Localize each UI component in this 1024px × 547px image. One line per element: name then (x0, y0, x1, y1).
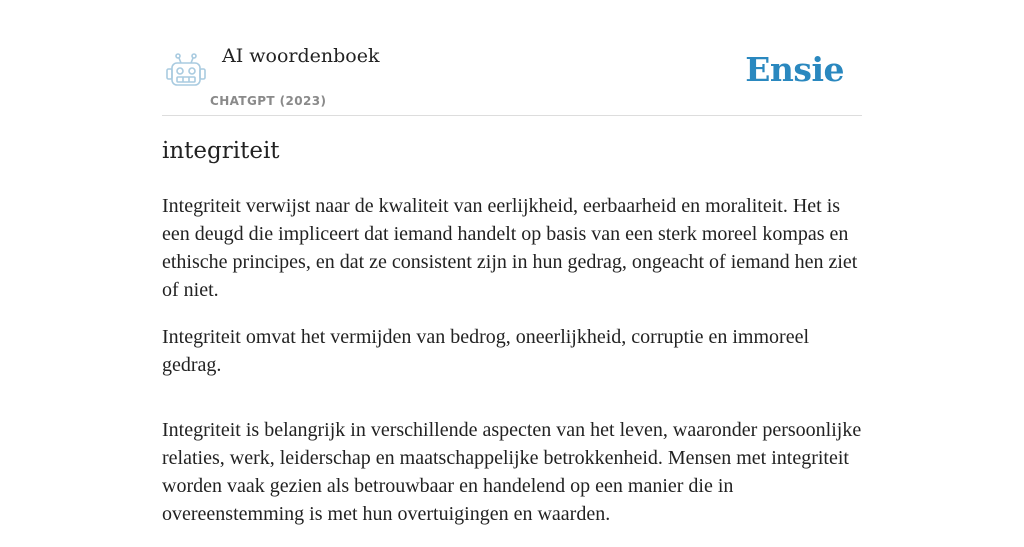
entry-paragraph: Integriteit verwijst naar de kwaliteit van eerlijkheid, eerbaarheid en moraliteit. Het is een deugd die impliceert dat iemand handelt op basis van een sterk moreel kompas en ethische principes, en dat ze consistent zijn in hun gedrag, ongeacht of iemand hen ziet of niet. (162, 195, 858, 301)
entry-body (162, 192, 862, 547)
entry-paragraph: Integriteit is belangrijk in verschillende aspecten van het leven, waaronder persoonlijke relaties, werk, leiderschap en maatschappelijke betrokkenheid. Mensen met integriteit worden vaak gezien als betrouwbaar en handelend op een manier die in overeenstemming is met hun overtuigingen en waarden. (162, 419, 862, 525)
source-subtitle: CHATGPT (2023) (210, 94, 327, 108)
source-title[interactable]: AI woordenboek (222, 45, 380, 67)
ensie-logo[interactable]: Ensie (745, 50, 844, 89)
entry-term: integriteit (162, 138, 280, 164)
source-header (162, 40, 862, 116)
robot-icon (166, 52, 206, 90)
entry-paragraph: Integriteit omvat het vermijden van bedrog, oneerlijkheid, corruptie en immoreel gedrag. (162, 326, 810, 376)
